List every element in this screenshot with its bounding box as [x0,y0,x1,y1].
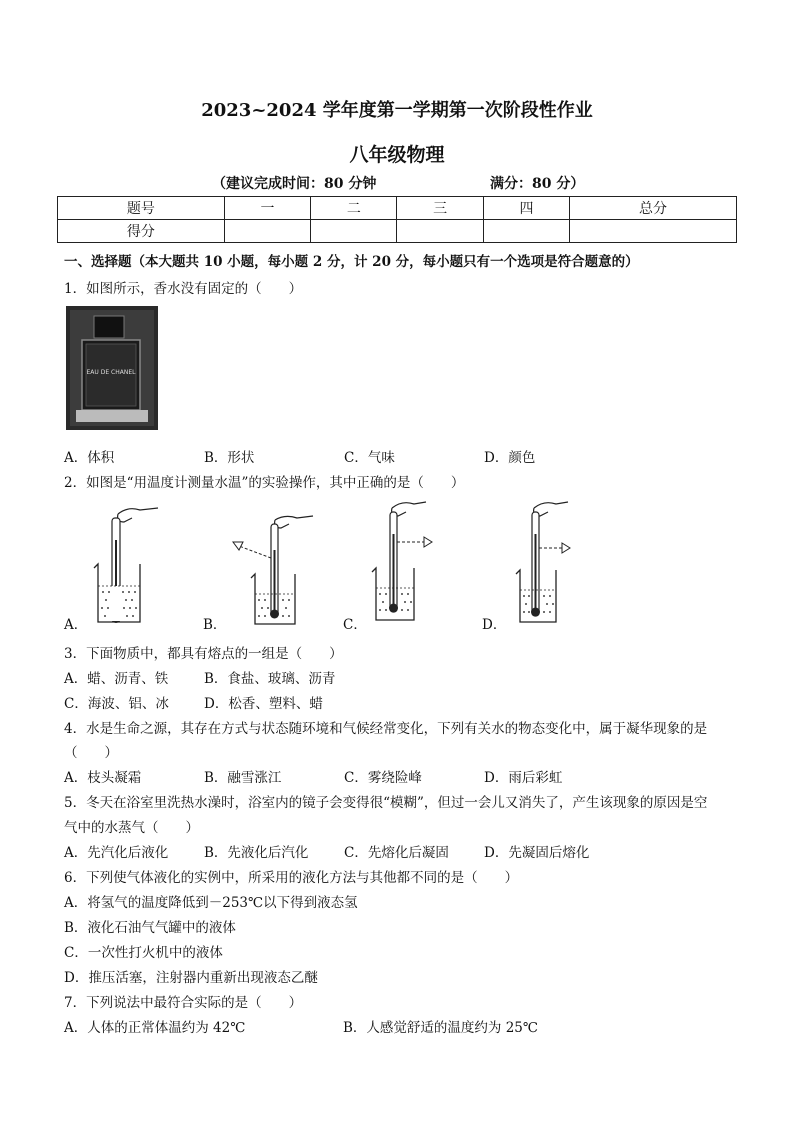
question-6-stem: 6．下列使气体液化的实例中，所采用的液化方法与其他都不同的是（ ） [64,870,519,886]
question-4-stem: 4．水是生命之源，其存在方式与状态随环境和气候经常变化，下列有关水的物态变化中，属于凝华现象的是 [64,721,708,737]
question-1-stem: 1．如图所示，香水没有固定的（ ） [64,281,303,297]
q5-option-b[interactable]: B．先液化后汽化 [204,845,309,861]
table-cell: 四 [483,197,569,220]
score-table [57,196,737,243]
thermometer-figure-a [88,500,168,630]
table-cell: 一 [224,197,310,220]
q6-option-b[interactable]: B．液化石油气气罐中的液体 [64,920,236,936]
table-cell: 二 [311,197,397,220]
q1-option-c[interactable]: C．气味 [344,450,395,466]
q1-option-b[interactable]: B．形状 [204,450,255,466]
q4-option-b[interactable]: B．融雪涨江 [204,770,282,786]
time-note: （建议完成时间：80 分钟 [212,176,377,192]
score-input-cell[interactable] [224,220,310,243]
q2-label-c[interactable]: C． [343,617,367,633]
question-5-stem: 5．冬天在浴室里洗热水澡时，浴室内的镜子会变得很“模糊”，但过一会儿又消失了，产生该现象的原因是空 [64,795,708,811]
score-input-cell[interactable] [483,220,569,243]
thermometer-figure-d [508,498,598,628]
q6-option-d[interactable]: D．推压活塞，注射器内重新出现液态乙醚 [64,970,318,986]
table-cell: 三 [397,197,483,220]
score-input-cell[interactable] [397,220,483,243]
question-4-stem-cont: （ ） [64,745,118,761]
q7-option-a[interactable]: A．人体的正常体温约为 42℃ [64,1020,246,1036]
score-table-header-row [58,197,737,220]
q5-option-c[interactable]: C．先熔化后凝固 [344,845,449,861]
question-2-stem: 2．如图是“用温度计测量水温”的实验操作，其中正确的是（ ） [64,475,465,491]
score-input-cell[interactable] [570,220,737,243]
thermometer-figure-b [225,510,315,630]
perfume-label: EAU DE CHANEL [86,369,136,376]
q4-option-a[interactable]: A．枝头凝霜 [64,770,142,786]
exam-subtitle: 八年级物理 [349,144,445,166]
q6-option-a[interactable]: A．将氢气的温度降低到－253℃以下得到液态氢 [64,895,358,911]
score-table-score-row [58,220,737,243]
q1-option-d[interactable]: D．颜色 [484,450,536,466]
q3-option-a[interactable]: A．蜡、沥青、铁 [64,671,169,687]
table-cell: 得分 [58,220,225,243]
q3-option-c[interactable]: C．海波、铝、冰 [64,696,169,712]
q3-option-d[interactable]: D．松香、塑料、蜡 [204,696,323,712]
exam-title: 2023~2024 学年度第一学期第一次阶段性作业 [201,100,593,121]
q4-option-c[interactable]: C．雾绕险峰 [344,770,422,786]
table-cell: 题号 [58,197,225,220]
q1-option-a[interactable]: A．体积 [64,450,115,466]
question-7-stem: 7．下列说法中最符合实际的是（ ） [64,995,303,1011]
thermometer-figure-c [366,498,456,628]
question-5-stem-cont: 气中的水蒸气（ ） [64,820,199,836]
q5-option-d[interactable]: D．先凝固后熔化 [484,845,590,861]
q7-option-b[interactable]: B．人感觉舒适的温度约为 25℃ [343,1020,538,1036]
q2-label-a[interactable]: A． [64,617,88,633]
score-input-cell[interactable] [311,220,397,243]
q2-label-b[interactable]: B． [203,617,227,633]
section-heading: 一、选择题（本大题共 10 小题，每小题 2 分，计 20 分，每小题只有一个选项是符合题意的） [64,254,639,270]
question-3-stem: 3．下面物质中，都具有熔点的一组是（ ） [64,646,343,662]
q4-option-d[interactable]: D．雨后彩虹 [484,770,563,786]
perfume-bottle-image [66,306,158,430]
q6-option-c[interactable]: C．一次性打火机中的液体 [64,945,223,961]
q5-option-a[interactable]: A．先汽化后液化 [64,845,169,861]
q2-label-d[interactable]: D． [482,617,507,633]
score-note: 满分：80 分） [490,176,585,192]
table-cell: 总分 [570,197,737,220]
q3-option-b[interactable]: B．食盐、玻璃、沥青 [204,671,336,687]
